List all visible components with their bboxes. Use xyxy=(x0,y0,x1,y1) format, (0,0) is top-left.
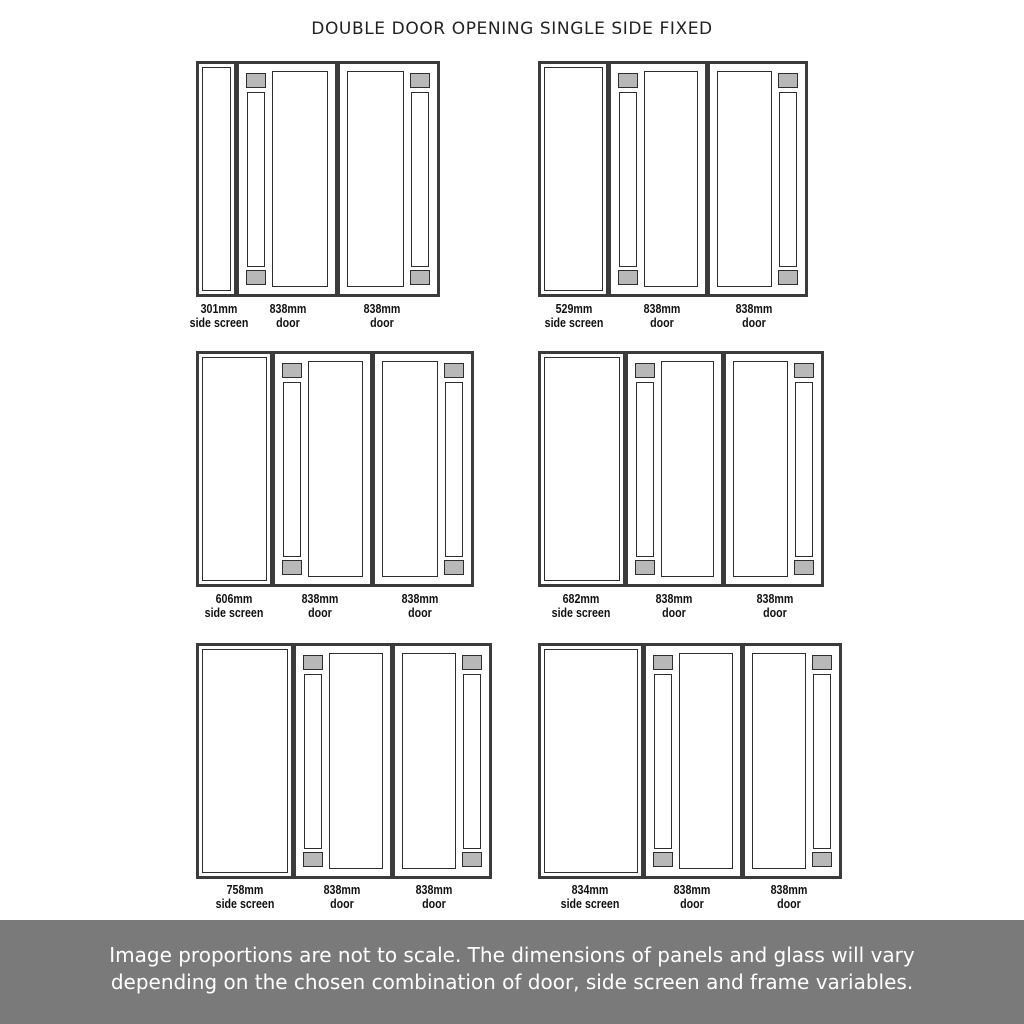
side-screen-label xyxy=(199,592,270,620)
configuration-682 xyxy=(538,351,824,626)
top-glass-square xyxy=(653,655,673,670)
door-left-label xyxy=(641,592,707,620)
door-set-diagram xyxy=(196,351,474,587)
door-type: door xyxy=(408,605,432,620)
door-right-label xyxy=(387,592,453,620)
door-size: 838mm xyxy=(301,591,339,606)
side-screen-type: side screen xyxy=(544,315,604,330)
side-screen-glass xyxy=(202,67,231,291)
door-right-panel xyxy=(707,61,808,297)
door-left-panel xyxy=(608,61,708,297)
door-right-label xyxy=(742,592,808,620)
narrow-side-glass xyxy=(654,674,672,849)
narrow-side-glass xyxy=(813,674,831,849)
main-door-glass xyxy=(329,653,383,869)
narrow-side-glass xyxy=(779,92,797,267)
door-size: 838mm xyxy=(655,591,693,606)
narrow-side-glass xyxy=(411,92,429,267)
side-screen-type: side screen xyxy=(189,315,249,330)
door-left-panel xyxy=(236,61,338,297)
main-door-glass xyxy=(661,361,714,577)
door-type: door xyxy=(650,315,674,330)
narrow-side-glass xyxy=(304,674,322,849)
top-glass-square xyxy=(794,363,814,378)
side-screen-panel xyxy=(538,351,626,587)
door-type: door xyxy=(308,605,332,620)
disclaimer-banner xyxy=(0,920,1024,1024)
disclaimer-line-2: depending on the chosen combination of door, side screen and frame variables. xyxy=(110,970,914,994)
main-door-glass xyxy=(402,653,456,869)
door-left-label xyxy=(255,302,321,330)
top-glass-square xyxy=(282,363,302,378)
door-size: 838mm xyxy=(415,882,453,897)
door-type: door xyxy=(777,896,801,911)
side-screen-size: 758mm xyxy=(226,882,264,897)
side-screen-type: side screen xyxy=(560,896,620,911)
door-right-label xyxy=(349,302,415,330)
door-right-label xyxy=(721,302,787,330)
disclaimer-text xyxy=(0,942,1024,996)
configuration-301 xyxy=(189,61,440,336)
door-type: door xyxy=(763,605,787,620)
door-size: 838mm xyxy=(401,591,439,606)
door-right-panel xyxy=(723,351,824,587)
door-right-panel xyxy=(337,61,440,297)
main-door-glass xyxy=(347,71,404,287)
door-left-panel xyxy=(625,351,724,587)
door-left-label xyxy=(287,592,353,620)
door-set-diagram xyxy=(538,351,824,587)
side-screen-panel xyxy=(538,61,609,297)
top-glass-square xyxy=(635,363,655,378)
narrow-side-glass xyxy=(247,92,265,267)
bottom-glass-square xyxy=(618,270,638,285)
top-glass-square xyxy=(410,73,430,88)
top-glass-square xyxy=(303,655,323,670)
door-right-label xyxy=(401,883,467,911)
door-set-diagram xyxy=(538,643,842,879)
door-left-panel xyxy=(643,643,743,879)
bottom-glass-square xyxy=(303,852,323,867)
door-size: 838mm xyxy=(363,301,401,316)
door-size: 838mm xyxy=(643,301,681,316)
main-door-glass xyxy=(733,361,788,577)
bottom-glass-square xyxy=(246,270,266,285)
side-screen-panel xyxy=(196,61,237,297)
main-door-glass xyxy=(752,653,806,869)
side-screen-glass xyxy=(544,649,638,873)
door-left-label xyxy=(659,883,725,911)
door-type: door xyxy=(370,315,394,330)
bottom-glass-square xyxy=(812,852,832,867)
narrow-side-glass xyxy=(445,382,463,557)
side-screen-size: 834mm xyxy=(571,882,609,897)
side-screen-panel xyxy=(538,643,644,879)
side-screen-label xyxy=(546,592,617,620)
top-glass-square xyxy=(812,655,832,670)
side-screen-size: 529mm xyxy=(555,301,593,316)
bottom-glass-square xyxy=(635,560,655,575)
door-type: door xyxy=(742,315,766,330)
side-screen-panel xyxy=(196,351,273,587)
door-type: door xyxy=(662,605,686,620)
door-right-panel xyxy=(372,351,474,587)
side-screen-type: side screen xyxy=(215,896,275,911)
bottom-glass-square xyxy=(778,270,798,285)
bottom-glass-square xyxy=(794,560,814,575)
door-left-label xyxy=(629,302,695,330)
main-door-glass xyxy=(382,361,438,577)
side-screen-glass xyxy=(544,67,603,291)
configuration-606 xyxy=(196,351,474,626)
bottom-glass-square xyxy=(410,270,430,285)
configuration-834 xyxy=(538,643,842,913)
bottom-glass-square xyxy=(282,560,302,575)
side-screen-panel xyxy=(196,643,294,879)
side-screen-label xyxy=(210,883,281,911)
top-glass-square xyxy=(618,73,638,88)
narrow-side-glass xyxy=(636,382,654,557)
door-set-diagram xyxy=(196,643,492,879)
side-screen-label xyxy=(555,883,626,911)
main-door-glass xyxy=(679,653,733,869)
door-left-panel xyxy=(272,351,373,587)
door-set-diagram xyxy=(196,61,440,297)
door-right-panel xyxy=(742,643,842,879)
door-left-panel xyxy=(293,643,393,879)
top-glass-square xyxy=(462,655,482,670)
configuration-758 xyxy=(196,643,492,913)
door-size: 838mm xyxy=(735,301,773,316)
door-size: 838mm xyxy=(269,301,307,316)
side-screen-glass xyxy=(202,649,288,873)
page-title: DOUBLE DOOR OPENING SINGLE SIDE FIXED xyxy=(311,19,713,39)
side-screen-label xyxy=(184,302,255,330)
configuration-529 xyxy=(538,61,808,336)
door-right-panel xyxy=(392,643,492,879)
main-door-glass xyxy=(717,71,772,287)
narrow-side-glass xyxy=(283,382,301,557)
door-size: 838mm xyxy=(756,591,794,606)
top-glass-square xyxy=(778,73,798,88)
door-size: 838mm xyxy=(323,882,361,897)
door-type: door xyxy=(330,896,354,911)
main-door-glass xyxy=(308,361,363,577)
door-set-diagram xyxy=(538,61,808,297)
side-screen-type: side screen xyxy=(204,605,264,620)
side-screen-glass xyxy=(544,357,620,581)
door-type: door xyxy=(276,315,300,330)
door-left-label xyxy=(309,883,375,911)
door-type: door xyxy=(680,896,704,911)
narrow-side-glass xyxy=(463,674,481,849)
top-glass-square xyxy=(444,363,464,378)
disclaimer-line-1: Image proportions are not to scale. The dimensions of panels and glass will vary xyxy=(109,943,915,967)
door-size: 838mm xyxy=(770,882,808,897)
main-door-glass xyxy=(644,71,698,287)
door-type: door xyxy=(422,896,446,911)
narrow-side-glass xyxy=(619,92,637,267)
narrow-side-glass xyxy=(795,382,813,557)
main-door-glass xyxy=(272,71,328,287)
side-screen-size: 682mm xyxy=(562,591,600,606)
top-glass-square xyxy=(246,73,266,88)
side-screen-size: 301mm xyxy=(200,301,238,316)
bottom-glass-square xyxy=(462,852,482,867)
side-screen-size: 606mm xyxy=(215,591,253,606)
side-screen-type: side screen xyxy=(551,605,611,620)
bottom-glass-square xyxy=(653,852,673,867)
bottom-glass-square xyxy=(444,560,464,575)
door-right-label xyxy=(756,883,822,911)
door-size: 838mm xyxy=(673,882,711,897)
side-screen-label xyxy=(539,302,610,330)
side-screen-glass xyxy=(202,357,267,581)
